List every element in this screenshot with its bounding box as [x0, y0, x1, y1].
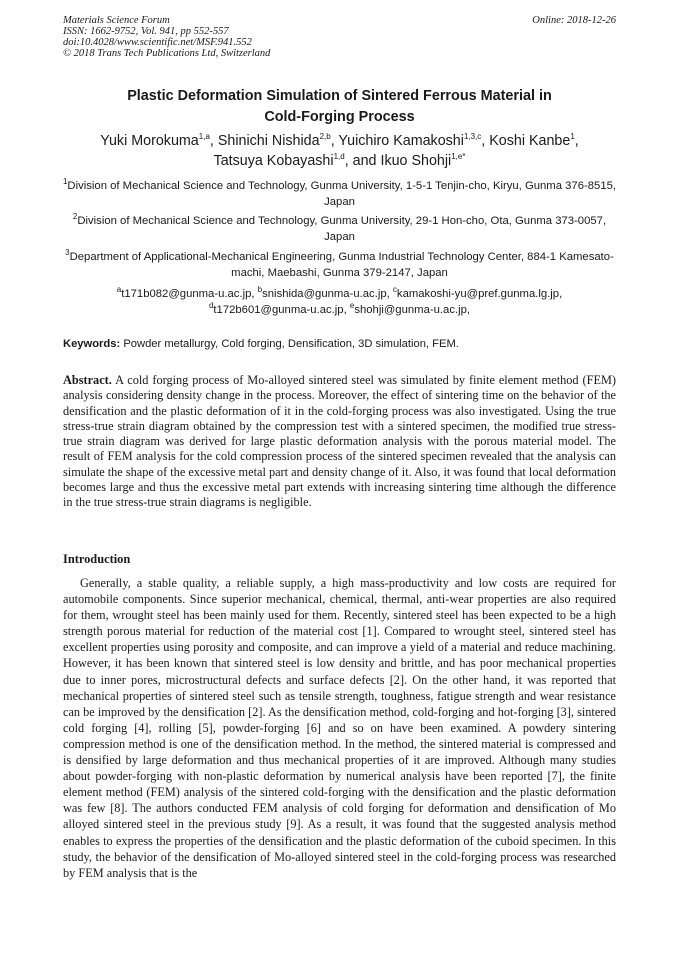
author: Ikuo Shohji$^{1,e*}$: [380, 152, 466, 169]
email-d[interactable]: $^d$t172b601@gunma-u.ac.jp: [208, 301, 344, 316]
author: Yuki Morokuma$^{1,a}$,: [100, 132, 218, 149]
journal-header: [63, 15, 616, 59]
abstract-label: Abstract.: [63, 373, 112, 387]
affiliation-2: $^2$Division of Mechanical Science and Technology, Gunma University, 29-1 Hon-cho, Ota, Gunma 373-0057, Japan: [72, 212, 607, 243]
author: Shinichi Nishida$^{2,b}$,: [217, 132, 339, 149]
keywords-label: Keywords:: [63, 338, 121, 350]
issn-line: ISSN: 1662-9752, Vol. 941, pp 552-557: [63, 26, 229, 37]
email-e[interactable]: $^e$shohji@gunma-u.ac.jp: [349, 301, 467, 316]
author: Koshi Kanbe$^1$,: [489, 132, 579, 149]
doi-line: doi:10.4028/www.scientific.net/MSF.941.552: [63, 37, 252, 48]
online-date: Online: 2018-12-26: [532, 15, 616, 26]
title-line-2: Cold-Forging Process: [264, 109, 415, 125]
journal-name: Materials Science Forum: [63, 15, 170, 26]
introduction-paragraph: Generally, a stable quality, a reliable supply, a high mass-productivity and low costs are required for automobile components. Since superior mechanical, chemical, thermal, anti-wear properties are also required for them, wrought steel has been mainly used for them. Recently, sintered steel has been expected to be a high strength porous material for reduction of the material cost [1]. Compared to wrought steel, sintered steel has excellent properties using porosity and composite, and can improve a yield of a material and reduce machining. However, it has been known that sintered steel is low density and brittle, and has poor mechanical properties due to inner pores, microstructural defects and surface defects [2]. On the other hand, it was reported that mechanical properties of sintered steel such as tensile strength, toughness, fatigue strength and wear resistance can be improved by the densification [2]. As the densification method, cold-forging and hot-forging [3], sintered cold forging [4], rolling [5], powder-forging [6] and so on have been examined. A powdery sintering compression method is one of the densification method. In the method, the sintered material is compressed and is densified by large deformation and thus mechanical properties of it are improved. Although many studies about powder-forging with non-plastic deformation by numerical analysis have been reported [7], the finite element method (FEM) analysis of the sintered cold-forging with the densification and the plastic deformation was few [8]. The authors conducted FEM analysis of cold forging for deformation and densification of Mo alloyed sintered steel in the previous study [9]. As a result, it was found that the suggested analysis method enables to express the properties of the densification and the plastic deformation of the cuboid specimen. In this study, the behavior of the densification of Mo-alloyed sintered steel in the cold-forging process was researched by FEM analysis that is the: [63, 576, 616, 880]
copyright-line: © 2018 Trans Tech Publications Ltd, Switzerland: [63, 48, 271, 59]
keywords-text: Powder metallurgy, Cold forging, Densification, 3D simulation, FEM.: [123, 338, 459, 350]
abstract: [63, 373, 616, 511]
author: Yuichiro Kamakoshi$^{1,3,c}$,: [338, 132, 490, 149]
affiliation-3: $^3$Department of Applicational-Mechanical Engineering, Gunma Industrial Technology Center, 884-1 Kamesato-machi, Maebashi, Gunma 379-2147, Japan: [65, 248, 614, 279]
email-b[interactable]: $^b$snishida@gunma-u.ac.jp: [257, 285, 387, 300]
affiliation-1: $^1$Division of Mechanical Science and Technology, Gunma University, 1-5-1 Tenjin-cho, Kiryu, Gunma 376-8515, Japan: [62, 177, 617, 208]
title-line-1: Plastic Deformation Simulation of Sintered Ferrous Material in: [127, 88, 552, 104]
author: Tatsuya Kobayashi$^{1,d}$, and: [213, 152, 381, 169]
email-list: $^a$t171b082@gunma-u.ac.jp, $^b$snishida@gunma-u.ac.jp, $^c$kamakoshi-yu@pref.gunma.lg.jp, $^d$t172b601@gunma-u.ac.jp, $^e$shohji@gunma-u.ac.jp,: [116, 285, 563, 316]
abstract-text: A cold forging process of Mo-alloyed sintered steel was simulated by finite element method (FEM) analysis considering density change in the process. Moreover, the effect of sintering time on the behavior of the densification and the plastic deformation of it in the cold-forging process was also investigated. Using the true stress-true strain diagram obtained by the compression test with a sintered specimen, the modified true stress-true strain diagram was derived for large plastic deformation analysis with the porous material model. The result of FEM analysis for the cold compression process of the sintered specimen revealed that the analysis can simulate the shape of the excessive metal part and density change of it. Also, it was found that local deformation becomes large and thus the excessive metal part extends with increasing sintering time although the difference in the true stress-true strain diagrams is negligible.: [63, 373, 616, 510]
email-c[interactable]: $^c$kamakoshi-yu@pref.gunma.lg.jp: [392, 285, 560, 300]
author-list: [60, 131, 619, 171]
keywords: [63, 336, 616, 352]
email-a[interactable]: $^a$t171b082@gunma-u.ac.jp: [116, 285, 252, 300]
paper-title: [63, 86, 616, 128]
section-heading-introduction: Introduction: [63, 552, 131, 566]
